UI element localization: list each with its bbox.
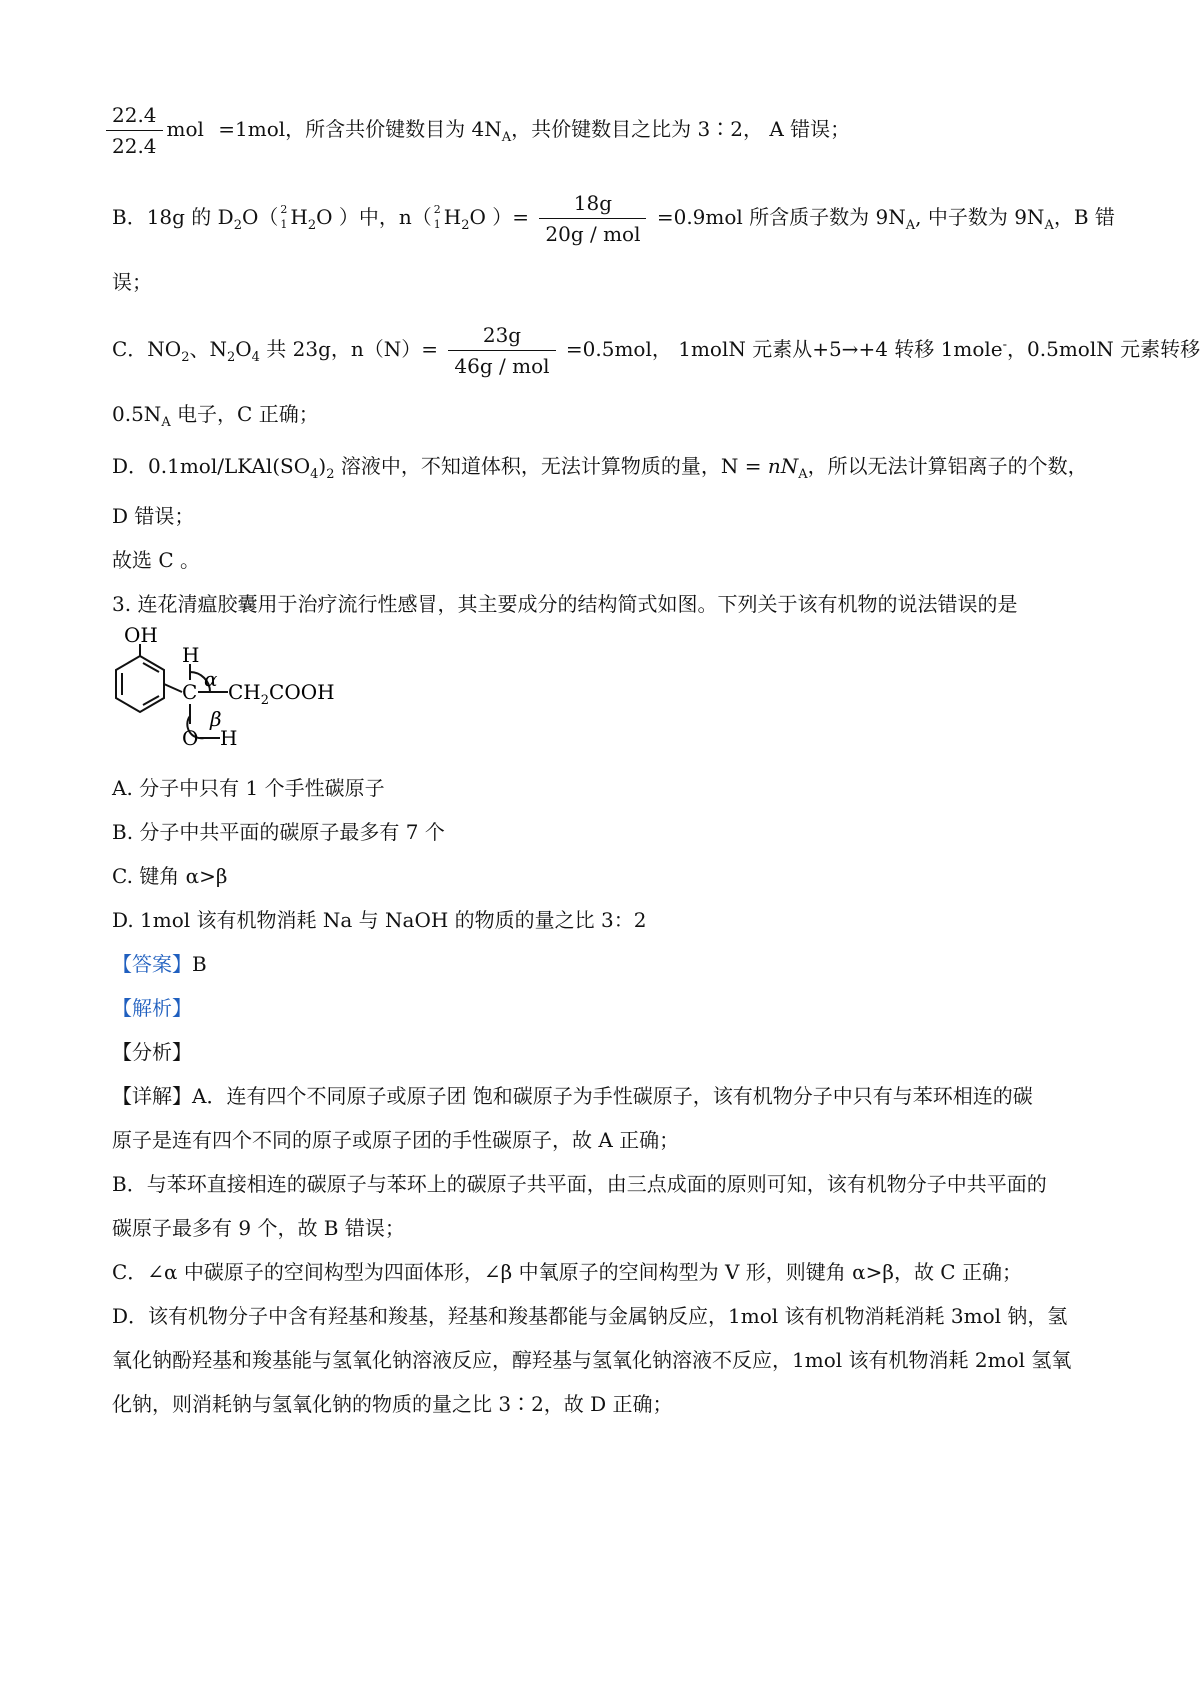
text: ，共价键数目之比为 3∶2， A 错误； <box>511 117 851 141</box>
text: ，0.5molN 元素转移 <box>1007 337 1200 361</box>
atom-label-h: H <box>182 643 200 667</box>
fraction <box>539 188 646 249</box>
text: O ）= <box>469 205 530 229</box>
answer-line <box>112 950 207 978</box>
fenxi-label: 【分析】 <box>112 1040 192 1064</box>
fraction-numerator: 18g <box>539 188 646 219</box>
atom-label-o: O <box>182 726 199 750</box>
fraction-denominator: 46g / mol <box>454 354 550 378</box>
detail-line-7: 氧化钠酚羟基和羧基能与氢氧化钠溶液反应，醇羟基与氢氧化钠溶液不反应，1mol 该有机物消耗 2mol 氢氧 <box>112 1348 1072 1372</box>
option-b-continuation: 误； <box>112 270 152 294</box>
detail-line-2: 原子是连有四个不同的原子或原子团的手性碳原子，故 A 正确； <box>112 1128 680 1152</box>
detail-line-4: 碳原子最多有 9 个，故 B 错误； <box>112 1216 405 1240</box>
formula-italic: nN <box>767 454 799 478</box>
text: =0.5mol， 1molN 元素从+5→+4 转移 1mole <box>565 337 1003 361</box>
answer-value: B <box>192 952 207 976</box>
subscript: 2 <box>307 218 317 233</box>
detail-line-8: 化钠，则消耗钠与氢氧化钠的物质的量之比 3∶2，故 D 正确； <box>112 1392 673 1416</box>
option-c: C. 键角 α>β <box>112 864 228 888</box>
fraction-numerator: 23g <box>448 320 555 351</box>
text: 、N <box>189 337 227 361</box>
text: O（ <box>241 205 279 229</box>
question-3-stem: 3. 连花清瘟胶囊用于治疗流行性感冒，其主要成分的结构简式如图。下列关于该有机物的说法错误的是 <box>112 592 1018 616</box>
detail-line-5: C．∠α 中碳原子的空间构型为四面体形，∠β 中氧原子的空间构型为 V 形，则键角 α>β，故 C 正确； <box>112 1260 1022 1284</box>
subscript: 4 <box>310 467 319 482</box>
angle-label-beta: β <box>210 707 222 731</box>
fraction <box>106 100 163 161</box>
text: 电子，C 正确； <box>170 402 319 426</box>
subscript: A <box>161 415 171 430</box>
angle-label-alpha: α <box>204 667 218 691</box>
option-d: D. 1mol 该有机物消耗 Na 与 NaOH 的物质的量之比 3：2 <box>112 908 647 932</box>
text: D．0.1mol/LKAl(SO <box>112 454 311 478</box>
subscript: 4 <box>251 350 260 365</box>
fraction-denominator: 22.4 <box>112 134 157 158</box>
analysis-label: 【解析】 <box>112 996 192 1020</box>
text: C．NO <box>112 337 182 361</box>
text: O ）中，n（ <box>316 205 432 229</box>
text: 0.5N <box>112 402 162 426</box>
text: , 中子数为 9N <box>915 205 1045 229</box>
option-a-explanation-tail <box>112 100 850 161</box>
detail-line-1: 【详解】A．连有四个不同原子或原子团 饱和碳原子为手性碳原子，该有机物分子中只有与苯环相连的碳 <box>112 1084 1033 1108</box>
fraction <box>448 320 555 381</box>
subscript: 2 <box>181 350 190 365</box>
subscript: A <box>905 218 916 233</box>
molecule-structure-diagram <box>96 626 356 766</box>
option-c-explanation <box>112 320 1200 381</box>
text: H <box>290 205 308 229</box>
text: ，所以无法计算铝离子的个数， <box>807 454 1088 478</box>
subscript: A <box>501 130 512 145</box>
subscript: 2 <box>461 218 470 233</box>
text: O <box>235 337 252 361</box>
atom-label-h-bottom: H <box>220 726 238 750</box>
option-d-explanation <box>112 452 1088 489</box>
subscript: 2 <box>226 350 236 365</box>
unit: mol <box>166 117 204 141</box>
isotope-notation: 2 1 <box>280 202 288 231</box>
choice-conclusion: 故选 C 。 <box>112 548 201 572</box>
text: ) <box>318 454 327 478</box>
text: 溶液中，不知道体积，无法计算物质的量，N = <box>334 454 768 478</box>
text: =1mol，所含共价键数目为 4N <box>218 117 502 141</box>
group-label-ch2cooh: $CH_2COOH$ <box>228 680 335 708</box>
option-d-continuation: D 错误； <box>112 504 195 528</box>
text: 共 23g，n（N）= <box>259 337 439 361</box>
isotope-notation: 2 1 <box>433 202 441 231</box>
fraction-numerator: 22.4 <box>106 100 163 131</box>
subscript: 2 <box>326 467 335 482</box>
text: ，B 错 <box>1053 205 1115 229</box>
superscript: - <box>1002 337 1008 353</box>
answer-label: 【答案】 <box>112 952 192 976</box>
option-b: B. 分子中共平面的碳原子最多有 7 个 <box>112 820 445 844</box>
text: =0.9mol 所含质子数为 9N <box>656 205 906 229</box>
detail-line-3: B．与苯环直接相连的碳原子与苯环上的碳原子共平面，由三点成面的原则可知，该有机物分子中共平面的 <box>112 1172 1047 1196</box>
atom-label-c: C <box>182 680 198 704</box>
option-c-continuation <box>112 400 319 437</box>
detail-line-6: D．该有机物分子中含有羟基和羧基，羟基和羧基都能与金属钠反应，1mol 该有机物消耗消耗 3mol 钠，氢 <box>112 1304 1068 1328</box>
option-b-explanation <box>112 188 1115 249</box>
subscript: A <box>1044 218 1054 233</box>
subscript: A <box>798 467 808 482</box>
atom-label-oh: OH <box>124 626 158 647</box>
text: B．18g 的 D <box>112 205 234 229</box>
option-a: A. 分子中只有 1 个手性碳原子 <box>112 776 385 800</box>
text: H <box>443 205 462 229</box>
fraction-denominator: 20g / mol <box>545 222 641 246</box>
subscript: 2 <box>233 218 242 233</box>
